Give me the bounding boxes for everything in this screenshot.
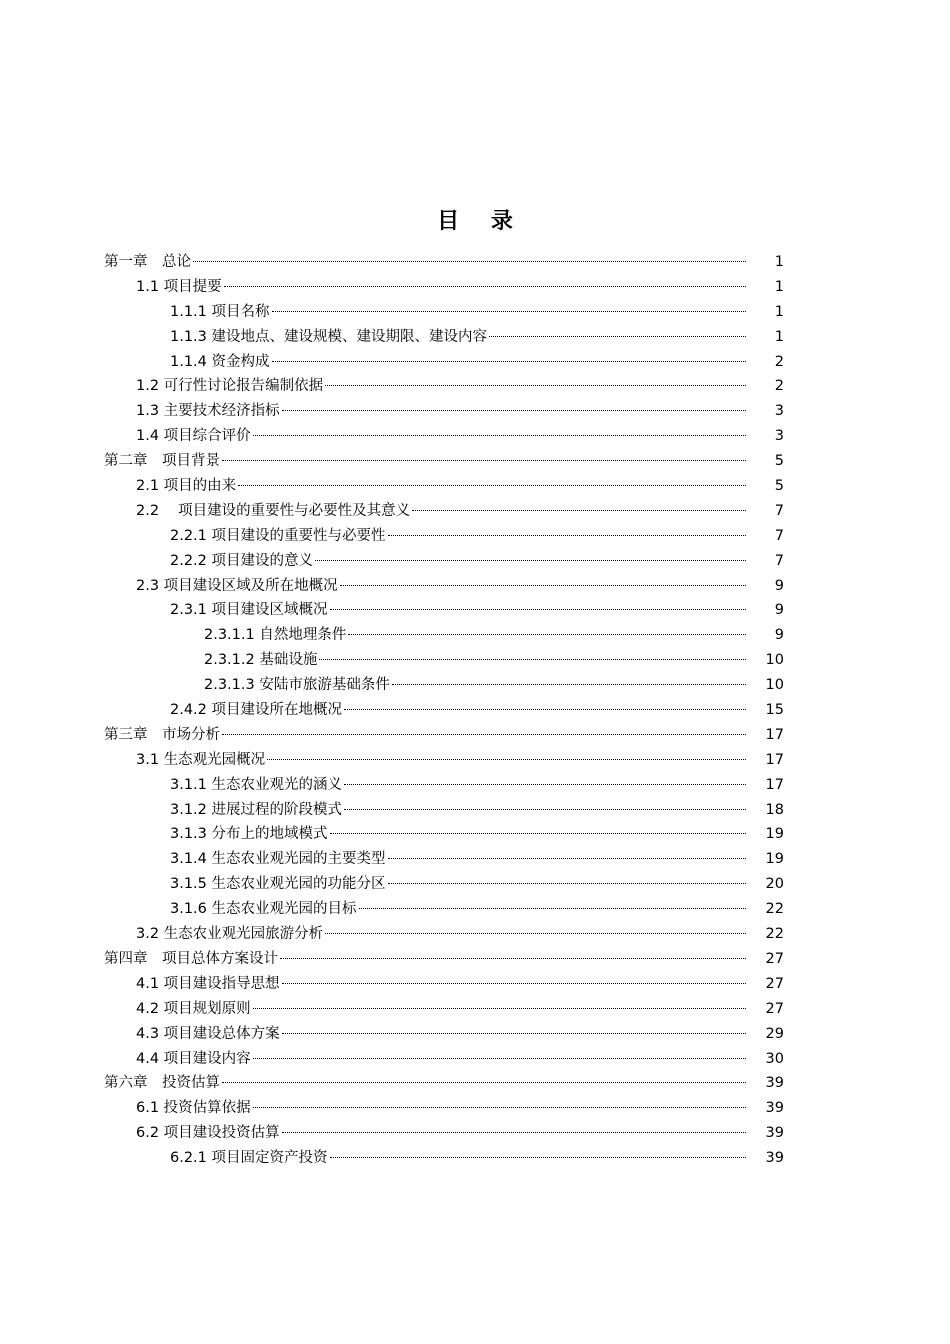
toc-page-number: 3	[774, 428, 784, 445]
toc-dot-leader	[344, 784, 746, 785]
toc-page-number: 1	[774, 303, 784, 320]
toc-entry[interactable]	[104, 872, 784, 897]
toc-entry[interactable]	[104, 499, 784, 524]
toc-page-number: 2	[774, 353, 784, 370]
toc-page-number: 19	[765, 851, 784, 868]
toc-dot-leader	[280, 958, 746, 959]
toc-dot-leader	[282, 1033, 746, 1034]
toc-dot-leader	[224, 286, 746, 287]
toc-dot-leader	[253, 1107, 746, 1108]
toc-entry[interactable]	[104, 773, 784, 798]
toc-dot-leader	[282, 1132, 746, 1133]
toc-entry-title: 第四章 项目总体方案设计	[104, 950, 278, 967]
toc-entry[interactable]	[104, 822, 784, 847]
toc-entry-title: 3.1.2 进展过程的阶段模式	[170, 801, 343, 818]
toc-entry-title: 1.1.3 建设地点、建设规模、建设期限、建设内容	[170, 328, 488, 345]
toc-dot-leader	[319, 659, 746, 660]
toc-entry[interactable]	[104, 374, 784, 399]
toc-dot-leader	[282, 410, 746, 411]
toc-page-number: 17	[765, 776, 784, 793]
toc-entry[interactable]	[104, 972, 784, 997]
toc-entry[interactable]	[104, 399, 784, 424]
toc-entry-title: 2.3.1.2 基础设施	[204, 652, 318, 669]
toc-dot-leader	[412, 510, 746, 511]
toc-entry-title: 1.1.1 项目名称	[170, 303, 270, 320]
toc-entry[interactable]	[104, 275, 784, 300]
toc-dot-leader	[348, 634, 746, 635]
toc-dot-leader	[330, 609, 746, 610]
toc-entry[interactable]	[104, 947, 784, 972]
toc-entry[interactable]	[104, 623, 784, 648]
toc-page-number: 9	[774, 627, 784, 644]
toc-entry[interactable]	[104, 922, 784, 947]
toc-dot-leader	[344, 709, 746, 710]
toc-dot-leader	[388, 858, 746, 859]
toc-page-number: 3	[774, 403, 784, 420]
toc-entry[interactable]	[104, 250, 784, 275]
toc-entry-title: 1.4 项目综合评价	[136, 428, 251, 445]
toc-entry-title: 6.2.1 项目固定资产投资	[170, 1150, 328, 1167]
toc-entry[interactable]	[104, 648, 784, 673]
toc-dot-leader	[238, 485, 746, 486]
toc-entry[interactable]	[104, 723, 784, 748]
toc-page-number: 1	[774, 278, 784, 295]
toc-dot-leader	[315, 560, 746, 561]
toc-page-number: 17	[765, 751, 784, 768]
toc-dot-leader	[272, 311, 746, 312]
toc-dot-leader	[392, 684, 746, 685]
toc-entry[interactable]	[104, 847, 784, 872]
toc-page-number: 39	[765, 1125, 784, 1142]
toc-entry-title: 2.2.2 项目建设的意义	[170, 552, 314, 569]
toc-entry-title: 2.2.1 项目建设的重要性与必要性	[170, 527, 386, 544]
toc-page-number: 9	[774, 602, 784, 619]
toc-dot-leader	[340, 585, 746, 586]
toc-page-number: 10	[765, 677, 784, 694]
toc-entry-title: 2.3.1.3 安陆市旅游基础条件	[204, 677, 390, 694]
toc-entry-title: 2.1 项目的由来	[136, 478, 237, 495]
toc-entry-title: 3.1.3 分布上的地域模式	[170, 826, 328, 843]
toc-entry[interactable]	[104, 1071, 784, 1096]
toc-dot-leader	[388, 883, 746, 884]
toc-page-number: 1	[774, 254, 784, 270]
toc-page-number: 9	[774, 577, 784, 594]
toc-page-number: 17	[765, 726, 784, 743]
toc-entry[interactable]	[104, 748, 784, 773]
toc-entry[interactable]	[104, 698, 784, 723]
toc-dot-leader	[253, 1008, 746, 1009]
toc-entry-title: 3.1 生态观光园概况	[136, 751, 266, 768]
toc-entry[interactable]	[104, 1146, 784, 1171]
toc-page-number: 2	[774, 378, 784, 395]
toc-entry-title: 3.1.4 生态农业观光园的主要类型	[170, 851, 386, 868]
toc-page-number: 1	[774, 328, 784, 345]
toc-page-number: 20	[765, 876, 784, 893]
toc-dot-leader	[272, 361, 746, 362]
toc-entry[interactable]	[104, 1022, 784, 1047]
toc-entry[interactable]	[104, 673, 784, 698]
toc-entry-title: 1.2 可行性讨论报告编制依据	[136, 378, 324, 395]
toc-dot-leader	[193, 261, 746, 262]
toc-entry-title: 第一章 总论	[104, 254, 191, 270]
toc-dot-leader	[344, 809, 746, 810]
toc-entry[interactable]	[104, 549, 784, 574]
toc-dot-leader	[388, 535, 746, 536]
toc-dot-leader	[325, 385, 746, 386]
toc-entry-title: 第二章 项目背景	[104, 453, 220, 470]
toc-entry-title: 3.2 生态农业观光园旅游分析	[136, 926, 324, 943]
toc-dot-leader	[253, 435, 746, 436]
toc-page-number: 27	[765, 1000, 784, 1017]
toc-page-number: 22	[765, 926, 784, 943]
toc-dot-leader	[222, 1082, 746, 1083]
toc-page-number: 7	[774, 527, 784, 544]
toc-dot-leader	[222, 734, 746, 735]
toc-entry-title: 第三章 市场分析	[104, 726, 220, 743]
toc-dot-leader	[330, 1157, 746, 1158]
toc-entry-title: 1.3 主要技术经济指标	[136, 403, 280, 420]
toc-entry-title: 4.4 项目建设内容	[136, 1050, 251, 1067]
toc-entry[interactable]	[104, 897, 784, 922]
toc-dot-leader	[489, 336, 746, 337]
toc-entry-title: 2.3 项目建设区域及所在地概况	[136, 577, 338, 594]
toc-entry[interactable]	[104, 474, 784, 499]
toc-page-number: 5	[774, 478, 784, 495]
toc-page-number: 39	[765, 1075, 784, 1092]
toc-entry-title: 3.1.5 生态农业观光园的功能分区	[170, 876, 386, 893]
toc-entry[interactable]	[104, 1096, 784, 1121]
toc-page-number: 39	[765, 1150, 784, 1167]
toc-entry[interactable]	[104, 424, 784, 449]
toc-dot-leader	[359, 908, 746, 909]
toc-page-number: 7	[774, 502, 784, 519]
toc-entry-title: 2.2 项目建设的重要性与必要性及其意义	[136, 502, 411, 519]
toc-page-number: 18	[765, 801, 784, 818]
toc-page-number: 27	[765, 950, 784, 967]
toc-entry-title: 2.3.1 项目建设区域概况	[170, 602, 328, 619]
toc-page-number: 39	[765, 1100, 784, 1117]
toc-entry-title: 4.1 项目建设指导思想	[136, 975, 280, 992]
toc-entry[interactable]	[104, 449, 784, 474]
toc-entry[interactable]	[104, 300, 784, 325]
toc-entry[interactable]	[104, 1121, 784, 1146]
toc-entry[interactable]	[104, 997, 784, 1022]
toc-page-number: 10	[765, 652, 784, 669]
toc-page-number: 22	[765, 901, 784, 918]
toc-page-number: 30	[765, 1050, 784, 1067]
toc-dot-leader	[253, 1058, 746, 1059]
toc-entry-title: 3.1.6 生态农业观光园的目标	[170, 901, 357, 918]
toc-entry-title: 6.1 投资估算依据	[136, 1100, 251, 1117]
toc-page-number: 19	[765, 826, 784, 843]
toc-dot-leader	[330, 833, 746, 834]
toc-entry[interactable]	[104, 1047, 784, 1072]
toc-entry[interactable]	[104, 798, 784, 823]
toc-entry-title: 3.1.1 生态农业观光的涵义	[170, 776, 343, 793]
toc-page-number: 7	[774, 552, 784, 569]
toc-entry-title: 6.2 项目建设投资估算	[136, 1125, 280, 1142]
table-of-contents	[104, 250, 784, 1171]
toc-entry-title: 2.4.2 项目建设所在地概况	[170, 702, 343, 719]
toc-entry[interactable]	[104, 524, 784, 549]
toc-dot-leader	[325, 933, 746, 934]
toc-entry-title: 4.2 项目规划原则	[136, 1000, 251, 1017]
toc-entry[interactable]	[104, 574, 784, 599]
page-title: 目 录	[437, 209, 525, 234]
toc-entry-title: 1.1 项目提要	[136, 278, 222, 295]
toc-entry-title: 4.3 项目建设总体方案	[136, 1025, 280, 1042]
toc-page-number: 27	[765, 975, 784, 992]
toc-page-number: 15	[765, 702, 784, 719]
toc-entry[interactable]	[104, 325, 784, 350]
toc-entry-title: 1.1.4 资金构成	[170, 353, 270, 370]
toc-page-number: 29	[765, 1025, 784, 1042]
toc-dot-leader	[222, 460, 746, 461]
toc-dot-leader	[267, 759, 746, 760]
toc-entry[interactable]	[104, 350, 784, 375]
toc-page-number: 5	[774, 453, 784, 470]
toc-entry-title: 2.3.1.1 自然地理条件	[204, 627, 347, 644]
toc-dot-leader	[282, 983, 746, 984]
toc-entry-title: 第六章 投资估算	[104, 1075, 220, 1092]
toc-entry[interactable]	[104, 598, 784, 623]
